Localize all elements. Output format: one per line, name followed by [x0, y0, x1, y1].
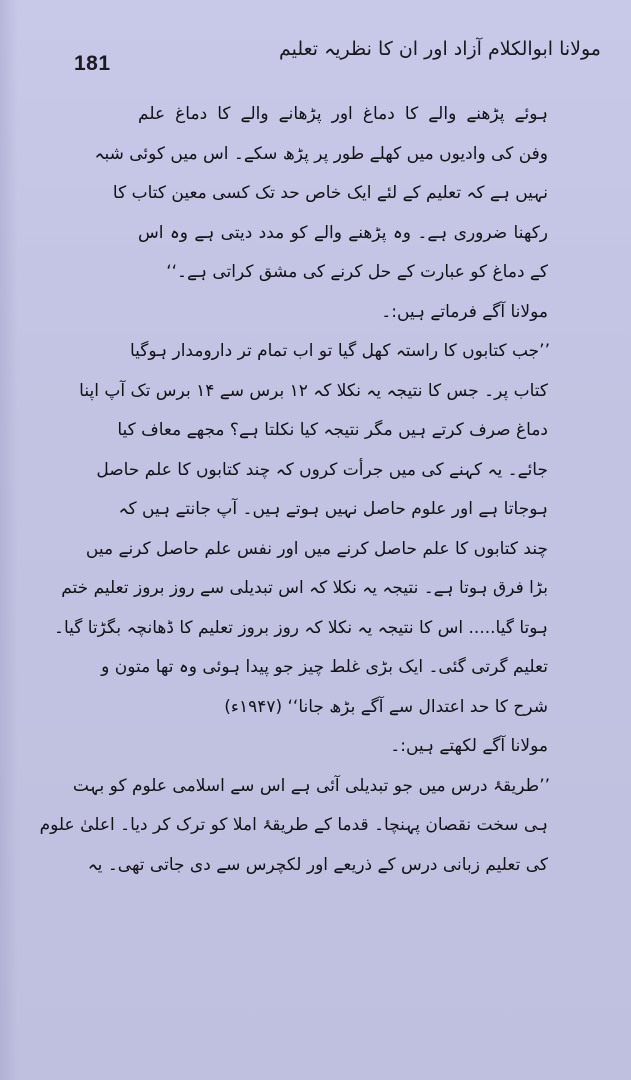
text-line: چند کتابوں کا علم حاصل کرنے میں اور نفس علم حاصل کرنے میں: [85, 538, 548, 559]
text-line: رکھنا ضروری ہے۔ وہ پڑھنے والے کو مدد دیتی ہے وہ اس: [138, 222, 548, 243]
text-line: نہیں ہے کہ تعلیم کے لئے ایک خاص حد تک کسی معین کتاب کا: [112, 183, 548, 203]
section-heading: مولانا آگے فرماتے ہیں:۔: [381, 301, 548, 322]
running-header-title: مولانا ابوالکلام آزاد اور ان کا نظریہ تعلیم: [278, 38, 601, 60]
section-heading: مولانا آگے لکھتے ہیں:۔: [390, 736, 548, 756]
text-line: ہی سخت نقصان پہنچا۔ قدما کے طریقۂ املا کو ترک کر دیا۔ اعلیٰ علوم: [39, 815, 548, 835]
text-line: ہوجاتا ہے اور علوم حاصل نہیں ہوتے ہیں۔ آپ جانتے ہیں کہ: [118, 499, 548, 519]
text-line: بڑا فرق ہوتا ہے۔ نتیجہ یہ نکلا کہ اس تبدیلی سے روز بروز تعلیم ختم: [61, 578, 548, 598]
text-line: دماغ صرف کرتے ہیں مگر نتیجہ کیا نکلتا ہے؟ مجھے معاف کیا: [117, 420, 548, 440]
text-line: کے دماغ کو عبارت کے حل کرنے کی مشق کراتی ہے۔‘‘: [166, 262, 548, 282]
text-line: تعلیم گرتی گئی۔ ایک بڑی غلط چیز جو پیدا ہوئی وہ تھا متون و: [101, 657, 548, 677]
page-edge-shadow: [0, 0, 18, 1080]
text-line: ’’جب کتابوں کا راستہ کھل گیا تو اب تمام تر دارومدار ہوگیا: [129, 341, 550, 361]
text-line: شرح کا حد اعتدال سے آگے بڑھ جانا‘‘ (۱۹۴۷ء): [224, 696, 548, 717]
text-line: ہوئے پڑھنے والے کا دماغ اور پڑھانے والے کا دماغ علم: [138, 104, 548, 124]
text-line: کی تعلیم زبانی درس کے ذریعے اور لکچرس سے دی جاتی تھی۔ یہ: [87, 854, 548, 875]
text-line: کتاب پر۔ جس کا نتیجہ یہ نکلا کہ ۱۲ برس سے ۱۴ برس تک آپ اپنا: [79, 380, 548, 401]
text-line: وفن کی وادیوں میں کھلے طور پر پڑھ سکے۔ اس میں کوئی شبہ: [94, 143, 548, 164]
text-line: ’’طریقۂ درس میں جو تبدیلی آئی ہے اس سے اسلامی علوم کو بہت: [72, 775, 550, 796]
text-line: ہوتا گیا..... اس کا نتیجہ یہ نکلا کہ روز بروز تعلیم کا ڈھانچہ بگڑتا گیا۔: [53, 617, 548, 638]
page-number: 181: [74, 52, 111, 75]
text-line: جائے۔ یہ کہنے کی میں جرأت کروں کہ چند کتابوں کا علم حاصل: [96, 459, 548, 480]
body-text: [39, 95, 550, 885]
